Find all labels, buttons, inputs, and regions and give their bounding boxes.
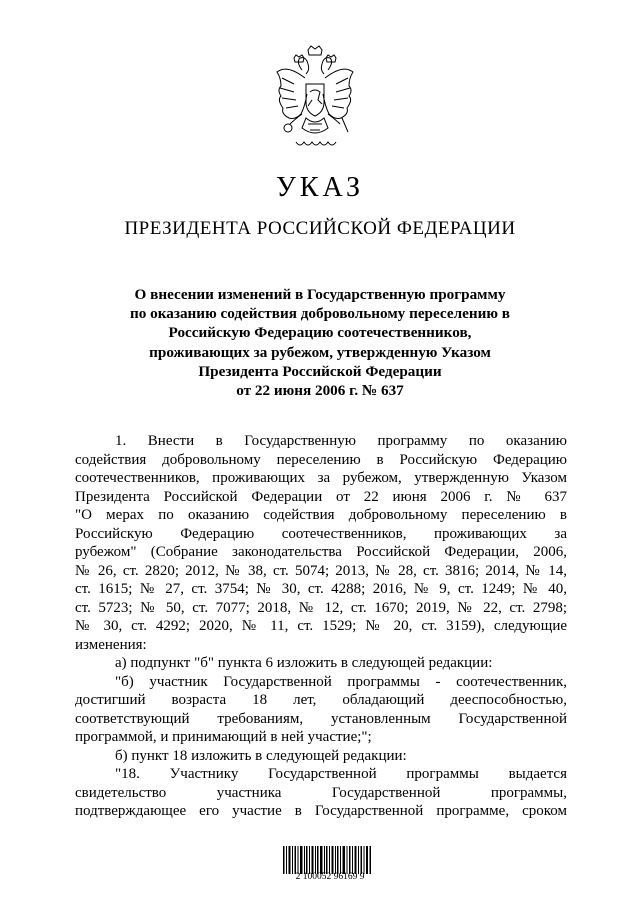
- body-line: рубежом" (Собрание законодательства Российской Федерации, 2006,: [75, 544, 567, 560]
- body-line: "О мерах по оказанию содействия добровольному переселению в: [75, 507, 567, 523]
- headline-line: Президента Российской Федерации: [198, 362, 442, 380]
- body-line: "б) участник Государственной программы - соотечественник,: [115, 673, 567, 690]
- barcode-icon: [283, 846, 371, 874]
- decree-body: [75, 432, 567, 821]
- decree-issuer: ПРЕЗИДЕНТА РОССИЙСКОЙ ФЕДЕРАЦИИ: [124, 218, 516, 239]
- body-line: программой, и принимающий в ней участие;";: [75, 729, 372, 745]
- body-line: достигший возраста 18 лет, обладающий дееспособностью,: [75, 692, 567, 708]
- headline-line: Российскую Федерацию соотечественников,: [168, 324, 472, 342]
- body-line: изменения:: [75, 636, 147, 653]
- body-line: "18. Участнику Государственной программы выдается: [115, 766, 567, 782]
- body-line: ст. 5723; № 50, ст. 7077; 2018, № 12, ст. 1670; 2019, № 22, ст. 2798;: [75, 599, 567, 616]
- headline-line: от 22 июня 2006 г. № 637: [236, 382, 404, 400]
- body-line: № 30, ст. 4292; 2020, № 11, ст. 1529; № 20, ст. 3159), следующие: [75, 618, 567, 634]
- barcode-number: 2 100052 96169 9: [295, 872, 365, 882]
- body-line: а) подпункт "б" пункта 6 изложить в следующей редакции:: [115, 655, 493, 671]
- headline-line: О внесении изменений в Государственную программу: [134, 286, 506, 303]
- body-line: содействия добровольному переселению в Российскую Федерацию: [75, 451, 567, 468]
- decree-title: УКАЗ: [275, 172, 365, 203]
- body-line: соотечественников, проживающих за рубежом, утвержденную Указом: [75, 470, 567, 486]
- decree-headline: [80, 285, 560, 400]
- headline-line: по оказанию содействия добровольному переселению в: [130, 305, 510, 323]
- coat-of-arms-emblem: [272, 44, 358, 156]
- headline-line: проживающих за рубежом, утвержденную Указом: [149, 343, 491, 361]
- body-line: свидетельство участника Государственной программы,: [75, 784, 567, 801]
- body-line: подтверждающее его участие в Государственной программе, сроком: [75, 803, 567, 819]
- body-line: б) пункт 18 изложить в следующей редакции:: [115, 747, 407, 764]
- body-line: № 26, ст. 2820; 2012, № 38, ст. 5074; 2013, № 28, ст. 3816; 2014, № 14,: [75, 562, 567, 579]
- body-line: Президента Российской Федерации от 22 июня 2006 г. № 637: [75, 488, 567, 505]
- body-line: ст. 1615; № 27, ст. 3754; № 30, ст. 4288; 2016, № 9, ст. 1249; № 40,: [75, 581, 567, 597]
- body-line: 1. Внести в Государственную программу по оказанию: [115, 433, 567, 449]
- body-line: соответствующий требованиям, установленным Государственной: [75, 710, 567, 727]
- body-line: Российскую Федерацию соотечественников, проживающих за: [75, 525, 567, 542]
